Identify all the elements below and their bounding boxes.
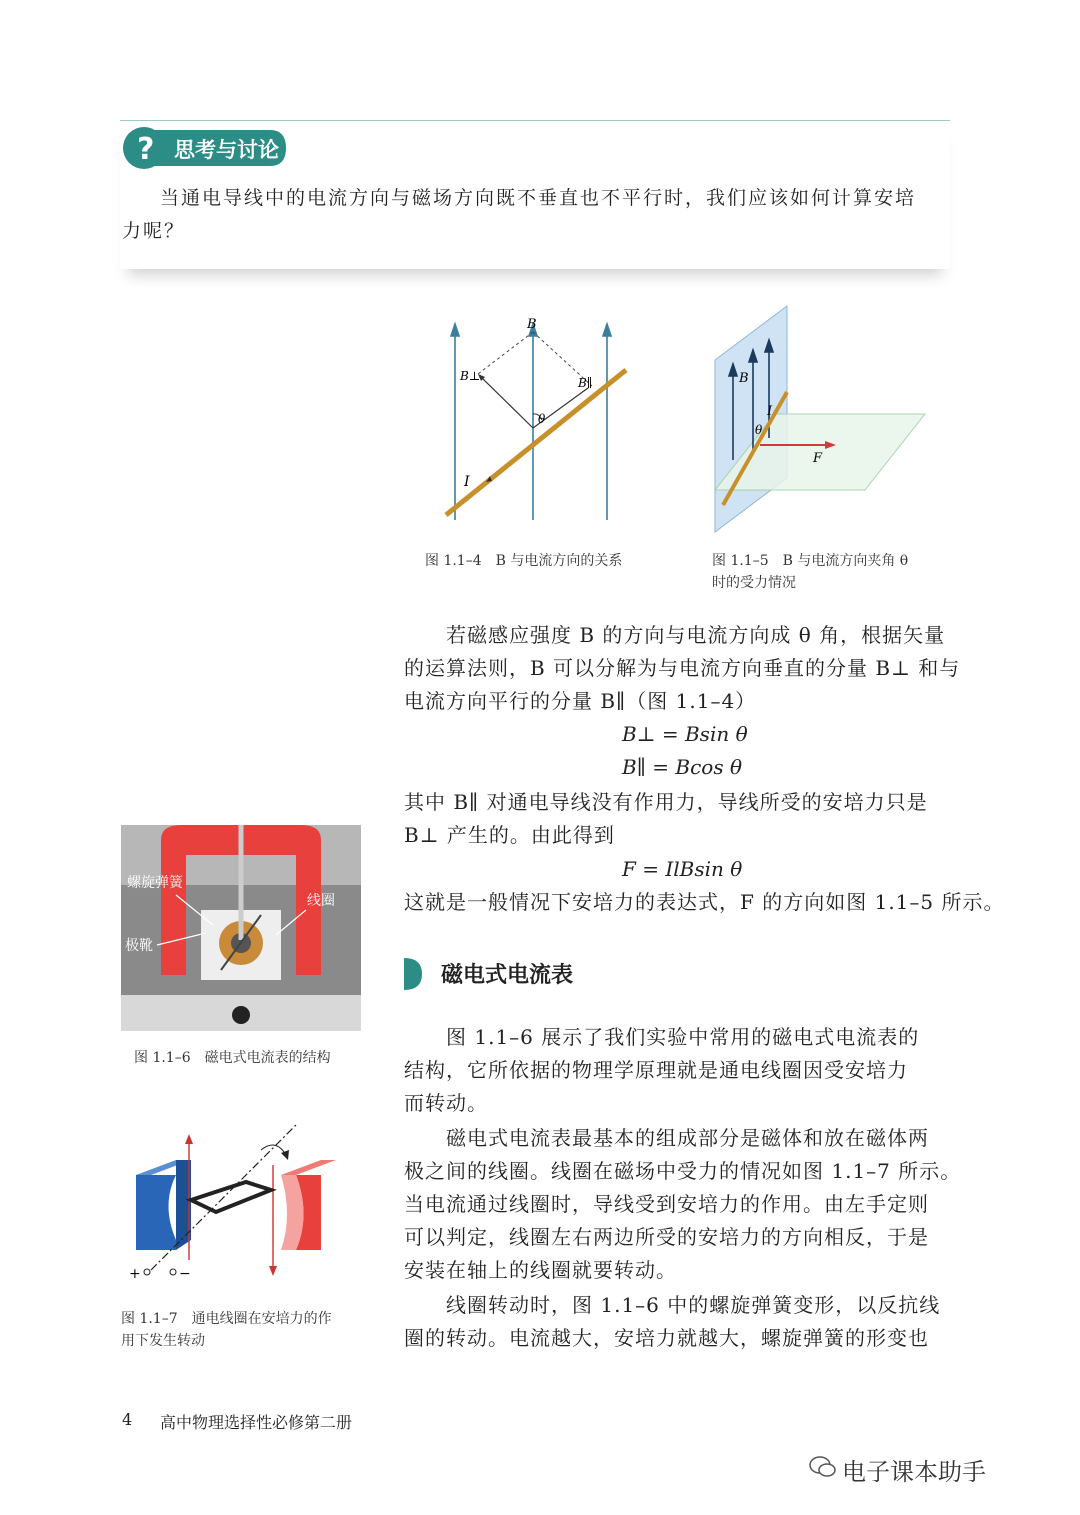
fig7-caption-line-1: 图 1.1–7 通电线圈在安培力的作 — [121, 1311, 332, 1327]
para1-line-3: 电流方向平行的分量 B∥（图 1.1–4） — [404, 689, 757, 713]
fig7-caption-line-2: 用下发生转动 — [121, 1333, 205, 1349]
section-title: 磁电式电流表 — [441, 963, 574, 988]
think-line-2: 力呢？ — [122, 220, 186, 242]
para6-line-1: 线圈转动时，图 1.1–6 中的螺旋弹簧变形，以反抗线 — [446, 1293, 941, 1317]
page-number: 4 — [122, 1410, 133, 1429]
label-spring: 螺旋弹簧 — [127, 875, 183, 891]
fig4-label-i: I — [464, 474, 470, 490]
fig4-label-b: B — [527, 317, 537, 332]
figure-1-1-5 — [705, 300, 935, 540]
think-title: 思考与讨论 — [174, 138, 279, 162]
para4-line-1: 图 1.1–6 展示了我们实验中常用的磁电式电流表的 — [446, 1025, 920, 1049]
figure-1-1-4 — [430, 310, 640, 530]
svg-text:?: ? — [137, 132, 155, 167]
fig4-caption: 图 1.1–4 B 与电流方向的关系 — [425, 553, 623, 569]
para2-line-1: 其中 B∥ 对通电导线没有作用力，导线所受的安培力只是 — [404, 790, 928, 814]
para6-line-2: 圈的转动。电流越大，安培力就越大，螺旋弹簧的形变也 — [404, 1326, 929, 1350]
think-line-1: 当通电导线中的电流方向与磁场方向既不垂直也不平行时，我们应该如何计算安培 — [160, 187, 917, 209]
figure-1-1-7 — [121, 1120, 361, 1290]
fig6-caption: 图 1.1–6 磁电式电流表的结构 — [134, 1050, 331, 1066]
fig5-caption-line-1: 图 1.1–5 B 与电流方向夹角 θ — [712, 553, 909, 569]
fig5-label-f: F — [813, 451, 823, 466]
para5-line-3: 当电流通过线圈时，导线受到安培力的作用。由左手定则 — [404, 1192, 929, 1216]
fig5-caption-line-2: 时的受力情况 — [712, 575, 796, 591]
book-title: 高中物理选择性必修第二册 — [160, 1413, 353, 1432]
fig4-label-bpar: B∥ — [578, 376, 593, 390]
label-pole-shoe: 极靴 — [125, 938, 153, 954]
figure-1-1-6-photo — [121, 825, 361, 1031]
fig7-minus: − — [179, 1266, 191, 1282]
equation-2: B∥ = Bcos θ — [622, 755, 743, 779]
para3: 这就是一般情况下安培力的表达式，F 的方向如图 1.1–5 所示。 — [404, 890, 1005, 914]
fig7-plus: + — [129, 1266, 141, 1282]
label-coil: 线圈 — [307, 893, 335, 909]
para1-line-1: 若磁感应强度 B 的方向与电流方向成 θ 角，根据矢量 — [446, 623, 946, 647]
para5-line-4: 可以判定，线圈左右两边所受的安培力的方向相反，于是 — [404, 1225, 929, 1249]
para4-line-2: 结构，它所依据的物理学原理就是通电线圈因受安培力 — [404, 1058, 908, 1082]
wechat-icon — [808, 1452, 838, 1482]
para5-line-5: 安装在轴上的线圈就要转动。 — [404, 1258, 677, 1282]
para1-line-2: 的运算法则，B 可以分解为与电流方向垂直的分量 B⊥ 和与 — [404, 656, 961, 680]
para4-line-3: 而转动。 — [404, 1091, 488, 1115]
fig4-label-bperp: B⊥ — [460, 369, 481, 383]
para5-line-2: 极之间的线圈。线圈在磁场中受力的情况如图 1.1–7 所示。 — [404, 1159, 962, 1183]
fig5-label-theta: θ — [755, 423, 763, 437]
fig5-label-i: I — [767, 404, 773, 419]
para5-line-1: 磁电式电流表最基本的组成部分是磁体和放在磁体两 — [446, 1126, 929, 1150]
watermark-text: 电子课本助手 — [842, 1458, 986, 1486]
equation-3: F = IlBsin θ — [622, 857, 743, 881]
para2-line-2: B⊥ 产生的。由此得到 — [404, 823, 615, 847]
fig4-label-theta: θ — [538, 412, 546, 426]
section-marker-icon — [404, 958, 422, 990]
fig5-label-b: B — [739, 371, 749, 386]
equation-1: B⊥ = Bsin θ — [622, 722, 748, 746]
